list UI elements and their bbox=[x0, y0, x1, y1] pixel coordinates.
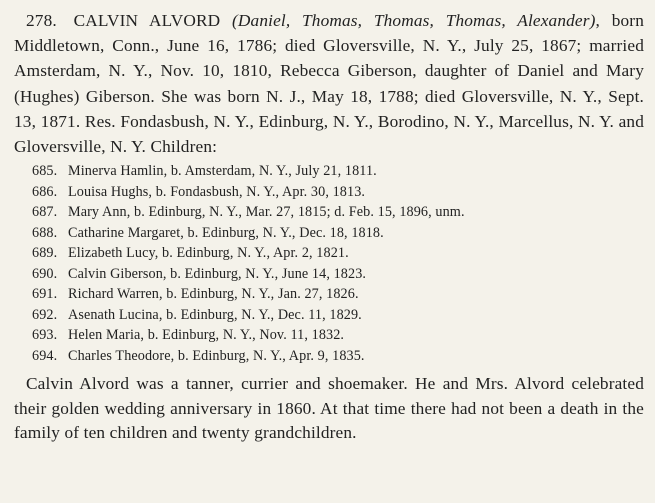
child-text: Charles Theodore, b. Edinburg, N. Y., Apr. 9, 1835. bbox=[68, 347, 365, 364]
child-number: 692. bbox=[32, 306, 58, 323]
child-text: Asenath Lucina, b. Edinburg, N. Y., Dec. 11, 1829. bbox=[68, 306, 362, 323]
entry-number: 278. bbox=[26, 11, 57, 30]
child-number: 685. bbox=[32, 163, 58, 180]
entry-paragraph bbox=[14, 8, 644, 159]
child-text: Louisa Hughs, b. Fondasbush, N. Y., Apr. 30, 1813. bbox=[68, 183, 366, 200]
child-text: Minerva Hamlin, b. Amsterdam, N. Y., July 21, 1811. bbox=[68, 163, 377, 180]
child-item bbox=[14, 243, 644, 264]
entry-lineage: (Daniel, Thomas, Thomas, Thomas, Alexander) bbox=[232, 11, 596, 30]
child-item bbox=[14, 161, 644, 182]
child-item bbox=[14, 284, 644, 305]
child-number: 690. bbox=[32, 265, 58, 282]
child-item bbox=[14, 346, 644, 367]
child-number: 688. bbox=[32, 224, 58, 241]
child-text: Catharine Margaret, b. Edinburg, N. Y., Dec. 18, 1818. bbox=[68, 224, 384, 241]
child-number: 686. bbox=[32, 183, 58, 200]
entry-body: , born Middletown, Conn., June 16, 1786; died Gloversville, N. Y., July 25, 1867; married Amsterdam, N. Y., Nov. 10, 1810, Rebecca Giberson, daughter of Daniel and Mary (Hughes) Giberson. She was born N. J., May 18, 1788; died Gloversville, N. Y., Sept. 13, 1871. Res. Fondasbush, N. Y., Edinburg, N. Y., Borodino, N. Y., Marcellus, N. Y. and Gloversville, N. Y. Children: bbox=[14, 11, 644, 157]
child-number: 687. bbox=[32, 204, 58, 221]
child-text: Mary Ann, b. Edinburg, N. Y., Mar. 27, 1815; d. Feb. 15, 1896, unm. bbox=[68, 204, 465, 221]
child-number: 689. bbox=[32, 245, 58, 262]
child-text: Elizabeth Lucy, b. Edinburg, N. Y., Apr. 2, 1821. bbox=[68, 245, 349, 262]
child-item bbox=[14, 264, 644, 285]
child-number: 693. bbox=[32, 327, 58, 344]
child-number: 691. bbox=[32, 286, 58, 303]
child-item bbox=[14, 202, 644, 223]
child-text: Helen Maria, b. Edinburg, N. Y., Nov. 11, 1832. bbox=[68, 327, 345, 344]
genealogy-page bbox=[14, 8, 644, 446]
child-text: Calvin Giberson, b. Edinburg, N. Y., June 14, 1823. bbox=[68, 265, 367, 282]
entry-name: CALVIN ALVORD bbox=[73, 11, 221, 30]
child-number: 694. bbox=[32, 347, 58, 364]
child-item bbox=[14, 325, 644, 346]
closing-paragraph: Calvin Alvord was a tanner, currier and shoemaker. He and Mrs. Alvord celebrated their golden wedding anniversary in 1860. At that time there had not been a death in the family of ten children and twenty grandchildren. bbox=[14, 374, 644, 443]
child-item bbox=[14, 305, 644, 326]
children-list bbox=[14, 161, 644, 366]
child-item bbox=[14, 182, 644, 203]
child-text: Richard Warren, b. Edinburg, N. Y., Jan. 27, 1826. bbox=[68, 286, 359, 303]
child-item bbox=[14, 223, 644, 244]
